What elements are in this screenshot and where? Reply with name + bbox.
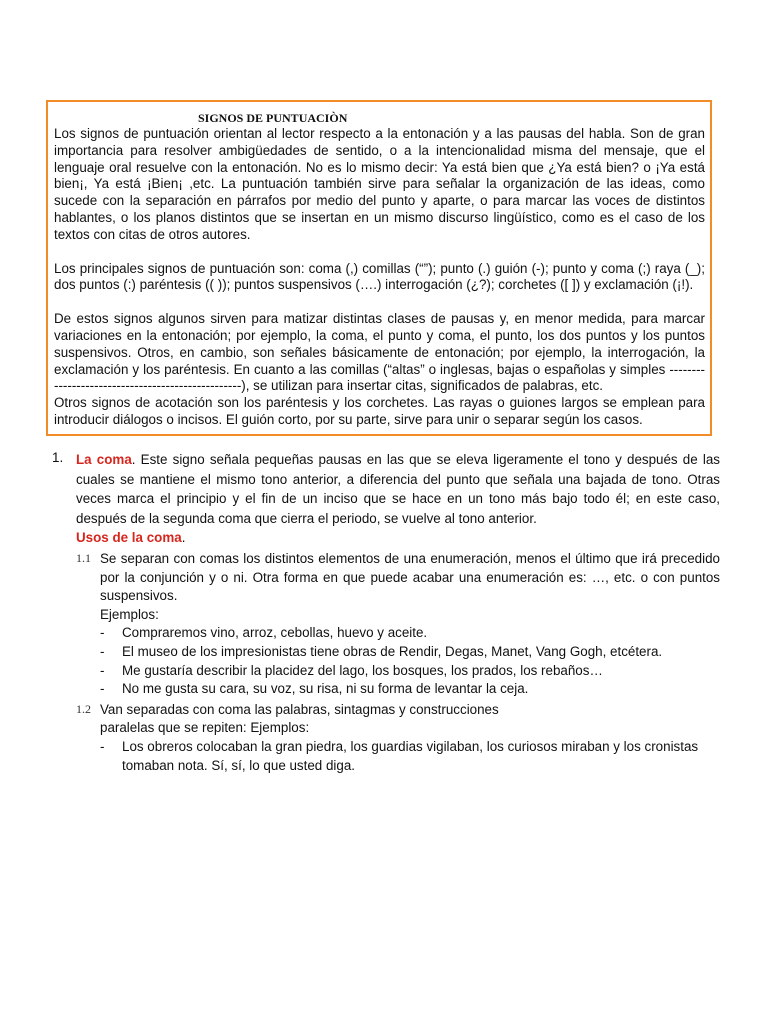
sub-number: 1.2 — [76, 701, 91, 716]
sub-body — [100, 550, 720, 699]
example-item: - Me gustaría describir la placidez del lago, los bosques, los prados, los rebaños… — [100, 662, 603, 678]
sub-1-1-text: Se separan con comas los distintos elementos de una enumeración, menos el último que irá precedido por la conjunción y o ni. Otra forma en que puede acabar una enumeración es: …, etc. o con puntos suspensivos. — [100, 550, 720, 604]
list-item-coma — [52, 450, 720, 775]
uses-heading-dot: . — [181, 530, 186, 546]
intro-paragraph-2: Los principales signos de puntuación son: coma (,) comillas (“”); punto (.) guión (-); punto y coma (;) raya (_); dos puntos (:) paréntesis (( )); puntos suspensivos (….) interrogación (¿?); corchetes ([ ]) y exclamación (¡!). — [54, 260, 705, 293]
coma-description — [76, 450, 720, 528]
intro-paragraph-4: Otros signos de acotación son los paréntesis y los corchetes. Las rayas o guiones largos se emplean para introducir diálogos o incisos. El guión corto, por su parte, sirve para unir o separar según los casos. — [54, 395, 705, 427]
sub-item-1-2 — [76, 701, 720, 775]
example-item: - Los obreros colocaban la gran piedra, los guardias vigilaban, los curiosos miraban y los cronistas tomaban nota. Sí, sí, lo que usted diga. — [100, 738, 699, 773]
list-item-body — [76, 450, 720, 775]
uses-heading-line — [76, 528, 720, 548]
examples-label: Ejemplos: — [100, 606, 159, 622]
document-title: SIGNOS DE PUNTUACIÒN — [198, 111, 348, 125]
sub-number: 1.1 — [76, 550, 91, 565]
sub-1-2-text-line1: Van separadas con coma las palabras, sintagmas y construcciones — [100, 701, 499, 717]
intro-paragraph-1: Los signos de puntuación orientan al lector respecto a la entonación y a las pausas del habla. Son de gran importancia para resolver ambigüedades de sentido, o a la intencionalidad misma del mensaje, que el lenguaje oral resuelve con la entonación. No es lo mismo decir: Ya está bien que ¿Ya está bien? o ¡Ya está bien¡, Ya está ¡Bien¡ ,etc. La puntuación también sirve para señalar la organización de las ideas, como sucede con la separación en párrafos por medio del punto y aparte, o para marcar las voces de distintos hablantes, o los planos distintos que se insertan en un mismo discurso lingüístico, como es el caso de los textos con citas de otros autores. — [54, 126, 705, 242]
coma-heading: La coma — [76, 452, 132, 467]
sub-1-2-text-line2: paralelas que se repiten: Ejemplos: — [100, 720, 310, 736]
sub-item-1-1 — [76, 550, 720, 699]
example-item: - El museo de los impresionistas tiene obras de Rendir, Degas, Manet, Vang Gogh, etcétera. — [100, 643, 663, 659]
example-item: - Compraremos vino, arroz, cebollas, huevo y aceite. — [100, 625, 428, 641]
example-item: - No me gusta su cara, su voz, su risa, ni su forma de levantar la ceja. — [100, 681, 529, 697]
uses-heading: Usos de la coma — [76, 530, 182, 546]
intro-paragraph-3: De estos signos algunos sirven para matizar distintas clases de pausas y, en menor medida, para marcar variaciones en la entonación; por ejemplo, la coma, el punto y coma, el punto, los dos puntos y los puntos suspensivos. Otros, en cambio, son señales básicamente de entonación; por ejemplo, la interrogación, la exclamación y los paréntesis. En cuanto a las comillas (“altas” o inglesas, bajas o españolas y simples --------------------------------------------------), se utilizan para insertar citas, significados de palabras, etc. — [54, 311, 705, 394]
list-number: 1. — [52, 450, 64, 465]
numbered-list — [52, 450, 720, 775]
sub-body — [100, 701, 720, 775]
coma-text: . Este signo señala pequeñas pausas en las que se eleva ligeramente el tono y después de las cuales se mantiene el mismo tono anterior, a diferencia del punto que señala una bajada de tono. Otras veces marca el principio y el fin de un inciso que se hace en un tono más bajo todo él; en este caso, después de la segunda coma que cierra el periodo, se vuelve al tono anterior. — [76, 452, 720, 526]
intro-box — [46, 100, 712, 436]
